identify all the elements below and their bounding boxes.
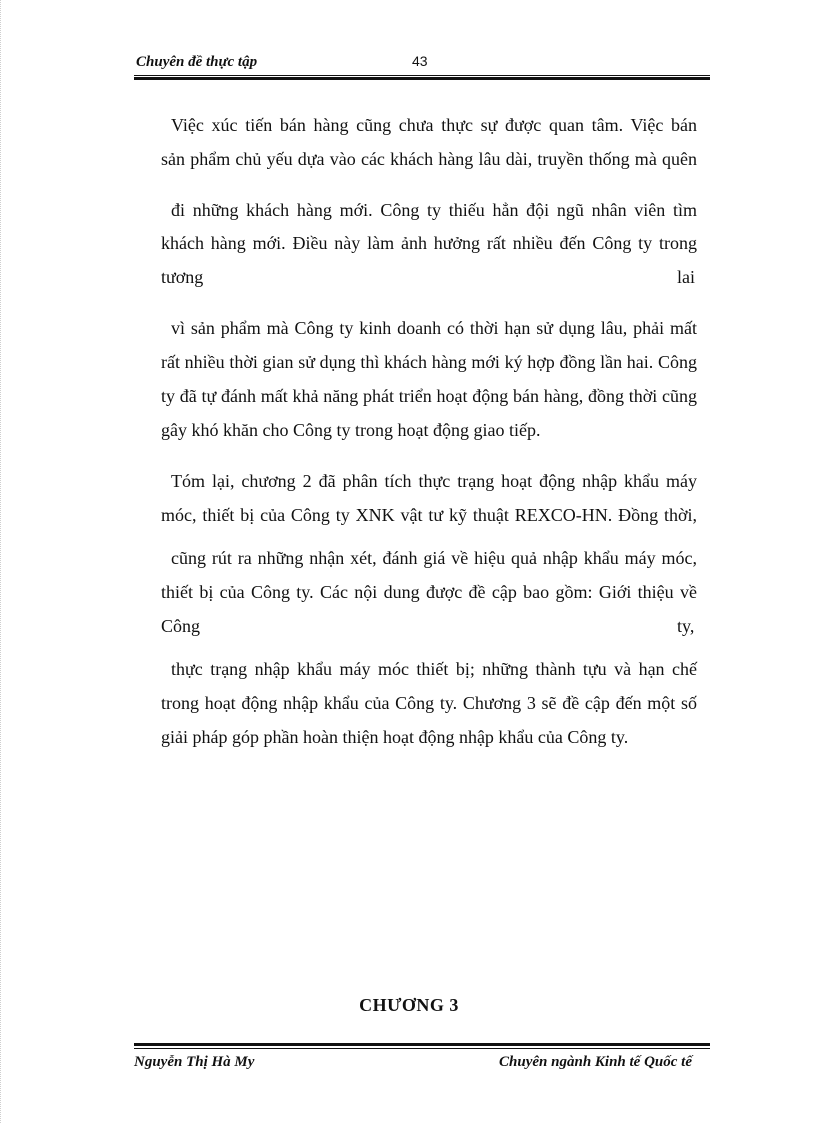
text-line: khách hàng mới. Điều này làm ảnh hưởng rất nhiều đến Công ty trong — [161, 233, 697, 253]
text-line: Tóm lại, chương 2 đã phân tích thực trạng hoạt động nhập khẩu máy — [171, 471, 697, 491]
page-number: 43 — [412, 53, 428, 69]
text-line: thiết bị của Công ty. Các nội dung được đề cập bao gồm: Giới thiệu về — [161, 582, 697, 602]
text-line: rất nhiều thời gian sử dụng thì khách hàng mới ký hợp đồng lần hai. Công — [161, 352, 697, 372]
footer-rule-thick — [134, 1043, 710, 1046]
text-line: lai — [677, 267, 695, 287]
footer-author: Nguyễn Thị Hà My — [134, 1054, 255, 1070]
chapter-heading: CHƯƠNG 3 — [359, 995, 459, 1015]
text-line: ty đã tự đánh mất khả năng phát triển hoạt động bán hàng, đồng thời cũng — [161, 386, 697, 406]
text-line: móc, thiết bị của Công ty XNK vật tư kỹ thuật REXCO-HN. Đồng thời, — [161, 505, 697, 525]
footer-rule-thin — [134, 1048, 710, 1049]
text-line: ty, — [677, 616, 695, 636]
footer-major: Chuyên ngành Kinh tế Quốc tế — [499, 1054, 692, 1070]
text-line: cũng rút ra những nhận xét, đánh giá về hiệu quả nhập khẩu máy móc, — [171, 548, 697, 568]
text-line: đi những khách hàng mới. Công ty thiếu hẳn đội ngũ nhân viên tìm — [171, 200, 697, 220]
text-line: vì sản phẩm mà Công ty kinh doanh có thời hạn sử dụng lâu, phải mất — [171, 318, 697, 338]
text-line: sản phẩm chủ yếu dựa vào các khách hàng lâu dài, truyền thống mà quên — [161, 149, 697, 169]
text-line: tương — [161, 267, 204, 287]
text-line: gây khó khăn cho Công ty trong hoạt động giao tiếp. — [161, 420, 541, 440]
text-line: giải pháp góp phần hoàn thiện hoạt động nhập khẩu của Công ty. — [161, 727, 629, 747]
header-title: Chuyên đề thực tập — [136, 54, 258, 70]
text-line: Việc xúc tiến bán hàng cũng chưa thực sự được quan tâm. Việc bán — [171, 115, 697, 135]
header-rule-thin — [134, 75, 710, 76]
text-line: Công — [161, 616, 201, 636]
text-line: thực trạng nhập khẩu máy móc thiết bị; những thành tựu và hạn chế — [171, 659, 697, 679]
text-line: trong hoạt động nhập khẩu của Công ty. Chương 3 sẽ đề cập đến một số — [161, 693, 697, 713]
header-rule-thick — [134, 77, 710, 80]
page-header — [134, 52, 710, 74]
